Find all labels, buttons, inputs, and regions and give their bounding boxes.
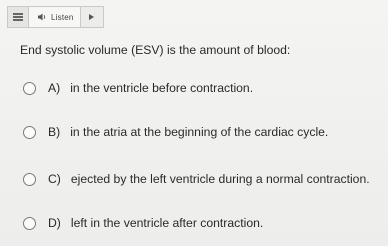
radio-button-b[interactable]	[23, 126, 36, 139]
read-aloud-toolbar	[7, 6, 104, 28]
option-text-c: ejected by the left ventricle during a normal contraction.	[70, 172, 370, 186]
option-letter-d: D)	[48, 216, 61, 230]
answer-option-d[interactable]	[23, 216, 263, 230]
option-text-b: in the atria at the beginning of the cardiac cycle.	[70, 125, 329, 139]
answer-option-b[interactable]	[23, 125, 328, 139]
play-icon	[89, 14, 94, 20]
listen-button[interactable]	[29, 7, 81, 27]
option-letter-c: C)	[48, 172, 61, 186]
radio-button-c[interactable]	[23, 173, 36, 186]
option-text-d: left in the ventricle after contraction.	[70, 216, 264, 230]
radio-button-a[interactable]	[23, 82, 36, 95]
play-button[interactable]	[81, 7, 103, 27]
radio-button-d[interactable]	[23, 217, 36, 230]
toolbar-menu-button[interactable]	[8, 7, 29, 27]
question-text: End systolic volume (ESV) is the amount of blood:	[20, 43, 291, 57]
speaker-icon	[37, 12, 47, 22]
option-text-a: in the ventricle before contraction.	[70, 81, 254, 95]
answer-option-c[interactable]	[23, 172, 370, 186]
answer-option-a[interactable]	[23, 81, 253, 95]
listen-label: Listen	[51, 12, 74, 22]
menu-icon	[13, 13, 23, 21]
option-letter-a: A)	[48, 81, 61, 95]
option-letter-b: B)	[48, 125, 61, 139]
